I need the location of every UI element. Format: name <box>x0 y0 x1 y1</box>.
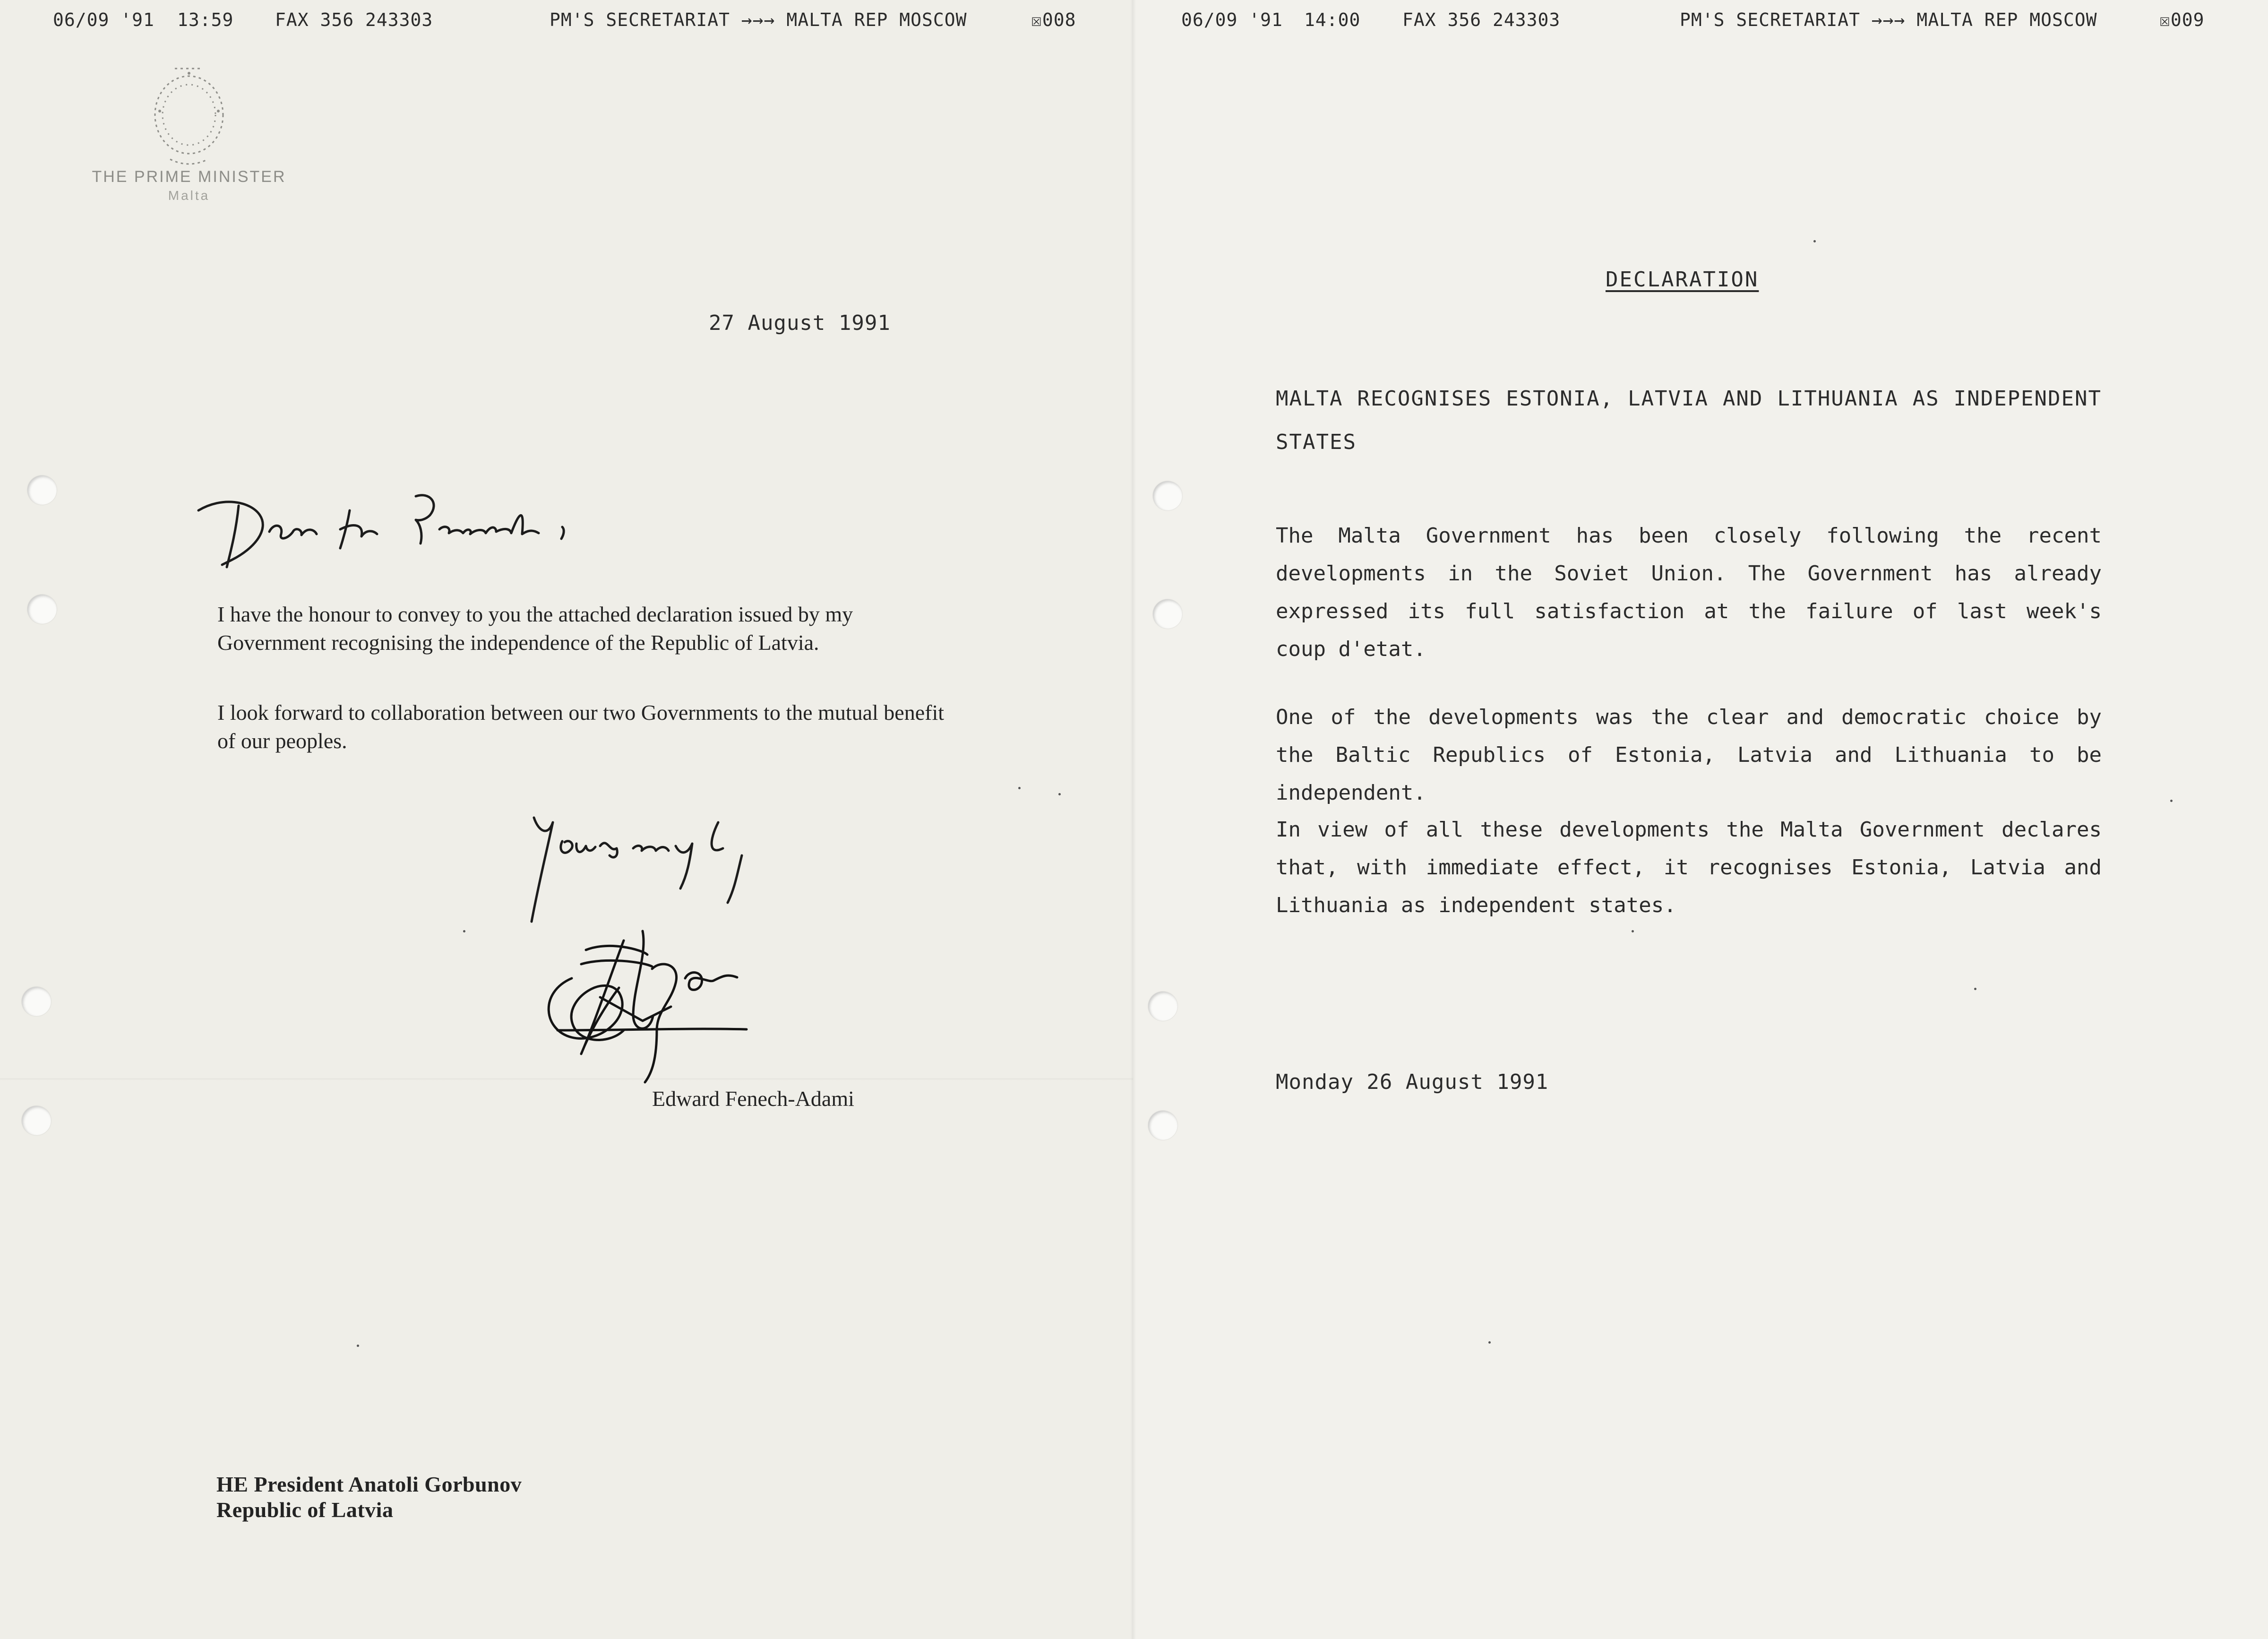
fax-number: FAX 356 243303 <box>275 9 433 30</box>
recipient-country: Republic of Latvia <box>216 1498 394 1522</box>
punch-hole <box>1153 481 1182 510</box>
fax-date: 06/09 '91 <box>1181 9 1283 30</box>
declaration-date: Monday 26 August 1991 <box>1276 1070 1549 1094</box>
punch-hole <box>27 595 57 624</box>
punch-hole <box>1148 992 1177 1021</box>
punch-hole <box>22 1106 51 1135</box>
paper-speck <box>1018 787 1021 789</box>
letter-paragraph-1: I have the honour to convey to you the attached declaration issued by my Government recognising the independence of the Republic of Latvia. <box>217 602 853 655</box>
letter-page <box>0 0 1133 1639</box>
fax-number: FAX 356 243303 <box>1402 9 1561 30</box>
declaration-heading: DECLARATION <box>1606 267 1759 292</box>
fax-page-number: ☒008 <box>1031 9 1076 30</box>
malta-emblem-icon <box>142 59 236 173</box>
declaration-title: MALTA RECOGNISES ESTONIA, LATVIA AND LITHUANIA AS INDEPENDENT STATES <box>1276 387 2102 454</box>
signatory-name: Edward Fenech-Adami <box>652 1087 854 1111</box>
signature-image <box>529 922 832 1092</box>
paper-speck <box>1813 240 1816 242</box>
declaration-paragraph-1: The Malta Government has been closely following the recent developments in the Soviet Union. The Government has already expressed its full satisfaction at the failure of last week's coup d'etat. <box>1276 524 2102 661</box>
paper-speck <box>463 930 465 932</box>
page-fold <box>1130 0 1136 1639</box>
punch-hole <box>1148 1111 1177 1140</box>
fax-route: PM'S SECRETARIAT →→→ MALTA REP MOSCOW <box>550 9 967 30</box>
fax-date: 06/09 '91 <box>53 9 155 30</box>
punch-hole <box>22 987 51 1016</box>
paper-speck <box>1974 988 1976 990</box>
declaration-paragraph-2: One of the developments was the clear and democratic choice by the Baltic Republics of Estonia, Latvia and Lithuania to be independent. <box>1276 705 2102 805</box>
handwritten-closing <box>520 803 784 931</box>
paper-speck <box>1488 1341 1491 1344</box>
recipient-name: HE President Anatoli Gorbunov <box>216 1472 522 1496</box>
letter-date: 27 August 1991 <box>709 311 891 335</box>
paper-speck <box>357 1345 359 1347</box>
paper-speck <box>1058 793 1061 795</box>
declaration-paragraph-3: In view of all these developments the Malta Government declares that, with immediate effect, it recognises Estonia, Latvia and Lithuania as independent states. <box>1276 818 2102 917</box>
letter-paragraph-2: I look forward to collaboration between our two Governments to the mutual benefit of our peoples. <box>217 700 945 753</box>
letterhead-office: THE PRIME MINISTER <box>92 168 286 186</box>
fax-time: 14:00 <box>1304 9 1361 30</box>
punch-hole <box>27 475 57 505</box>
fax-route: PM'S SECRETARIAT →→→ MALTA REP MOSCOW <box>1680 9 2097 30</box>
paper-speck <box>2170 800 2173 802</box>
recipient-block <box>216 1472 522 1523</box>
letterhead-country: Malta <box>168 188 210 203</box>
fax-page-number: ☒009 <box>2159 9 2205 30</box>
paper-speck <box>1632 930 1634 932</box>
fax-time: 13:59 <box>177 9 234 30</box>
handwritten-salutation <box>194 477 610 581</box>
declaration-page <box>1133 0 2268 1639</box>
punch-hole <box>1153 599 1182 629</box>
